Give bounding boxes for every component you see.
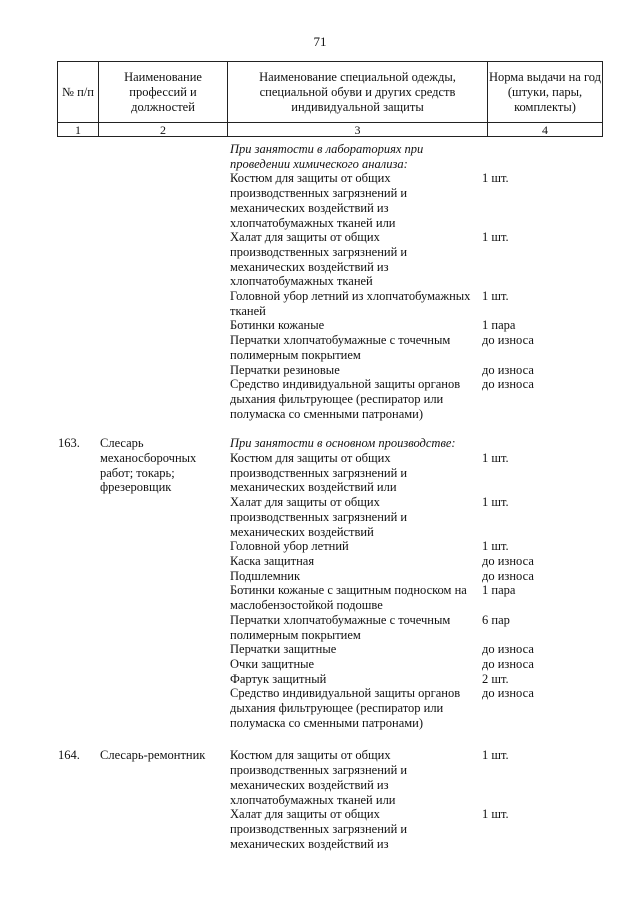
equipment-row <box>0 142 640 171</box>
equipment-row <box>0 554 640 569</box>
equipment-name: Костюм для защиты от общих производственных загрязнений и механических воздействий или <box>230 451 408 495</box>
equipment-name: Перчатки защитные <box>230 642 337 657</box>
equipment-row <box>0 377 640 421</box>
equipment-row <box>0 333 640 362</box>
norm-value: 6 пар <box>482 612 510 627</box>
equipment-row <box>0 539 640 554</box>
page-number: 71 <box>313 34 327 49</box>
equipment-row <box>0 495 640 539</box>
equipment-name: Головной убор летний из хлопчатобумажных тканей <box>230 289 471 318</box>
equipment-row <box>0 569 640 584</box>
norm-value: до износа <box>482 686 534 701</box>
equipment-name: Фартук защитный <box>230 671 327 686</box>
norm-value: 1 шт. <box>482 495 509 510</box>
equipment-name: Ботинки кожаные <box>230 318 325 333</box>
norm-value: 1 шт. <box>482 289 509 304</box>
column-number-4: 4 <box>488 123 603 137</box>
equipment-row <box>0 807 640 851</box>
norm-value: 1 шт. <box>482 451 509 466</box>
equipment-name: Очки защитные <box>230 656 315 671</box>
profession-name: Слесарь механосборочных работ; токарь; фрезеровщик <box>100 436 197 495</box>
column-number-1: 1 <box>58 123 99 137</box>
norm-value: 1 шт. <box>482 230 509 245</box>
equipment-name: Подшлемник <box>230 568 301 583</box>
equipment-name: Халат для защиты от общих производственных загрязнений и механических воздействий <box>230 495 408 539</box>
header-norm: Норма выдачи на год (штуки, пары, комплекты) <box>488 62 603 123</box>
norm-value: 1 пара <box>482 318 516 333</box>
norm-value: 1 шт. <box>482 171 509 186</box>
equipment-row <box>0 318 640 333</box>
norm-value: 1 шт. <box>482 807 509 822</box>
norm-value: до износа <box>482 553 534 568</box>
condition-heading: При занятости в основном производстве: <box>230 436 456 451</box>
equipment-name: Перчатки хлопчатобумажные с точечным полимерным покрытием <box>230 612 451 642</box>
equipment-name: Халат для защиты от общих производственных загрязнений и механических воздействий из хлопчатобумажных тканей <box>230 230 408 289</box>
equipment-row <box>0 230 640 289</box>
equipment-name: Перчатки хлопчатобумажные с точечным полимерным покрытием <box>230 333 451 362</box>
equipment-name: Средство индивидуальной защиты органов дыхания фильтрующее (респиратор или полумаска со сменными патронами) <box>230 377 461 421</box>
table-body <box>0 142 640 851</box>
equipment-row <box>0 171 640 230</box>
equipment-row <box>0 451 640 495</box>
header-profession: Наименование профессий и должностей <box>99 62 228 123</box>
norm-value: 1 шт. <box>482 748 509 763</box>
equipment-row <box>0 642 640 657</box>
norm-value: 2 шт. <box>482 671 509 686</box>
equipment-row <box>0 289 640 318</box>
equipment-name: Халат для защиты от общих производственных загрязнений и механических воздействий из <box>230 807 408 851</box>
profession-name: Слесарь-ремонтник <box>100 748 206 763</box>
equipment-name: Головной убор летний <box>230 539 349 554</box>
equipment-name: Перчатки резиновые <box>230 362 340 377</box>
equipment-row <box>0 748 640 807</box>
item-number: 164. <box>58 748 80 763</box>
norm-value: до износа <box>482 362 534 377</box>
norm-value: до износа <box>482 642 534 657</box>
equipment-name: Каска защитная <box>230 553 315 568</box>
equipment-name: Костюм для защиты от общих производственных загрязнений и механических воздействий из хлопчатобумажных тканей или <box>230 171 408 230</box>
header-equipment: Наименование специальной одежды, специальной обуви и других средств индивидуальной защиты <box>228 62 488 123</box>
equipment-row <box>0 657 640 672</box>
condition-heading: При занятости в лабораториях при проведении химического анализа: <box>230 142 424 171</box>
item-number: 163. <box>58 436 80 451</box>
section <box>0 436 640 730</box>
norm-value: до износа <box>482 377 534 392</box>
equipment-row <box>0 363 640 378</box>
section <box>0 142 640 421</box>
equipment-row <box>0 613 640 642</box>
norm-value: до износа <box>482 333 534 348</box>
column-number-3: 3 <box>228 123 488 137</box>
equipment-row <box>0 436 640 451</box>
norm-value: 1 шт. <box>482 539 509 554</box>
equipment-name: Костюм для защиты от общих производственных загрязнений и механических воздействий из хлопчатобумажных тканей или <box>230 748 408 807</box>
equipment-row <box>0 672 640 687</box>
equipment-row <box>0 583 640 612</box>
column-number-2: 2 <box>99 123 228 137</box>
equipment-name: Ботинки кожаные с защитным подноском на маслобензостойкой подошве <box>230 583 467 613</box>
norm-value: до износа <box>482 656 534 671</box>
norm-value: 1 пара <box>482 583 516 598</box>
equipment-name: Средство индивидуальной защиты органов дыхания фильтрующее (респиратор или полумаска со сменными патронами) <box>230 686 461 730</box>
header-number: № п/п <box>58 62 99 123</box>
equipment-row <box>0 686 640 730</box>
norm-value: до износа <box>482 568 534 583</box>
section <box>0 748 640 851</box>
table-header <box>57 61 603 137</box>
